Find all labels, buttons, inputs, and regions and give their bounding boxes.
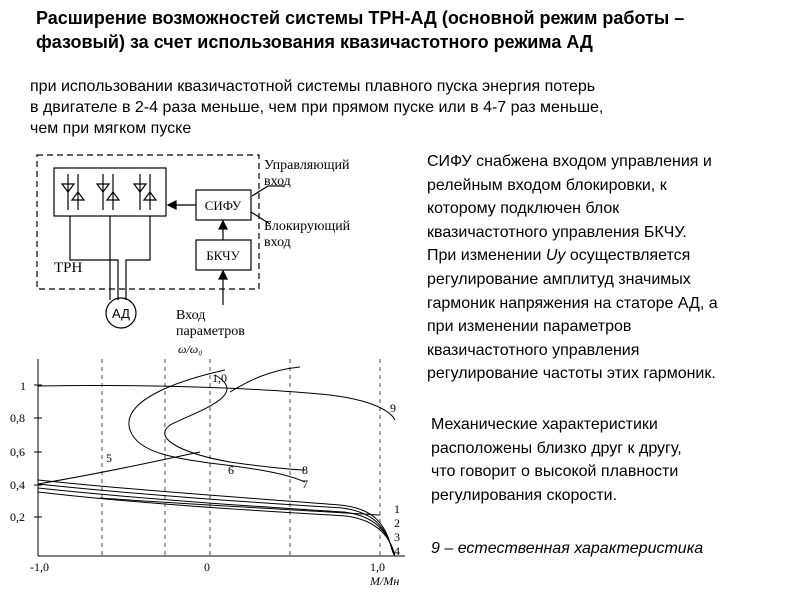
desc-line-9: квазичастотного управления xyxy=(427,341,640,359)
note-text: – естественная характеристика xyxy=(439,540,704,557)
intro-line-2: в двигателе в 2-4 раза меньше, чем при прямом пуске или в 4-7 раз меньше, xyxy=(30,99,604,116)
curve-5 xyxy=(129,370,305,482)
curve-label-7: 7 xyxy=(302,477,308,491)
mech-line-2: расположены близко друг к другу, xyxy=(431,439,682,457)
curve-label-4: 4 xyxy=(394,544,400,558)
sifu-label: СИФУ xyxy=(204,198,242,213)
desc-line-10: регулирование частоты этих гармоник. xyxy=(427,365,716,383)
control-input-label-1: Управляющий xyxy=(264,158,350,173)
curve-label-9: 9 xyxy=(390,401,396,415)
block-input-label-1: Блокирующий xyxy=(264,219,351,234)
curve-2 xyxy=(38,484,393,553)
y-tick-1: 1 xyxy=(20,379,26,393)
curve-9 xyxy=(38,385,395,420)
desc-line-5 xyxy=(427,244,797,268)
y-tick-0-8: 0,8 xyxy=(10,411,25,425)
curve-label-6: 6 xyxy=(228,463,234,477)
intro-line-1: при использовании квазичастотной системы плавного пуска энергия потерь xyxy=(30,78,596,95)
desc-line-2: релейным входом блокировки, к xyxy=(427,176,667,194)
mech-line-1: Механические характеристики xyxy=(431,416,658,433)
desc-uy-symbol: Uy xyxy=(545,247,566,265)
curve-4 xyxy=(38,492,395,556)
block-input-label-2: вход xyxy=(264,235,291,250)
params-input-label-1: Вход xyxy=(176,308,206,323)
mechanical-characteristics-note xyxy=(431,413,791,507)
y-tick-0-4: 0,4 xyxy=(10,478,25,492)
desc-line-5b: осуществляется xyxy=(565,247,691,265)
curve-1 xyxy=(38,480,392,550)
desc-line-4: квазичастотного управления БКЧУ. xyxy=(427,223,687,241)
control-input-label-2: вход xyxy=(264,174,291,189)
curve-extra xyxy=(100,498,380,515)
curve-label-8: 8 xyxy=(302,463,308,477)
desc-line-6: регулирование амплитуд значимых xyxy=(427,270,691,288)
desc-line-3: которому подключен блок xyxy=(427,200,620,218)
description-paragraph xyxy=(427,150,797,386)
params-input-label-2: параметров xyxy=(176,324,245,339)
note-number: 9 xyxy=(431,540,440,557)
slide-title-line-2: фазовый) за счет использования квазичастотного режима АД xyxy=(36,32,593,52)
intro-line-3: чем при мягком пуске xyxy=(30,120,192,137)
mech-line-3: что говорит о высокой плавности xyxy=(431,463,679,480)
x-tick-0: 0 xyxy=(204,560,210,574)
motor-label: АД xyxy=(112,306,130,321)
curve-label-3: 3 xyxy=(394,530,400,544)
curve-label-1-0: 1,0 xyxy=(212,371,227,385)
mech-line-4: регулирования скорости. xyxy=(431,486,618,504)
desc-line-1: СИФУ снабжена входом управления и xyxy=(427,153,712,170)
y-tick-0-6: 0,6 xyxy=(10,445,25,459)
desc-line-8: при изменении параметров xyxy=(427,318,632,336)
curve-label-2: 2 xyxy=(394,516,400,530)
natural-characteristic-note xyxy=(431,540,791,558)
x-axis-label: М/Мн xyxy=(370,574,400,588)
slide-title-line-1: Расширение возможностей системы ТРН-АД (основной режим работы – xyxy=(36,8,685,28)
curve-low-branch xyxy=(38,452,200,484)
desc-line-5a: При изменении xyxy=(427,247,546,265)
curve-label-5: 5 xyxy=(106,451,112,465)
curve-label-1: 1 xyxy=(394,502,400,516)
x-tick-1: 1,0 xyxy=(370,560,385,574)
y-tick-0-2: 0,2 xyxy=(10,510,25,524)
bkchu-label: БКЧУ xyxy=(206,248,240,263)
x-tick-minus-1: -1,0 xyxy=(30,560,49,574)
y-axis-label: ω/ω₀ xyxy=(178,342,203,356)
desc-line-7: гармоник напряжения на статоре АД, а xyxy=(427,294,718,312)
trn-label: ТРН xyxy=(54,260,83,276)
